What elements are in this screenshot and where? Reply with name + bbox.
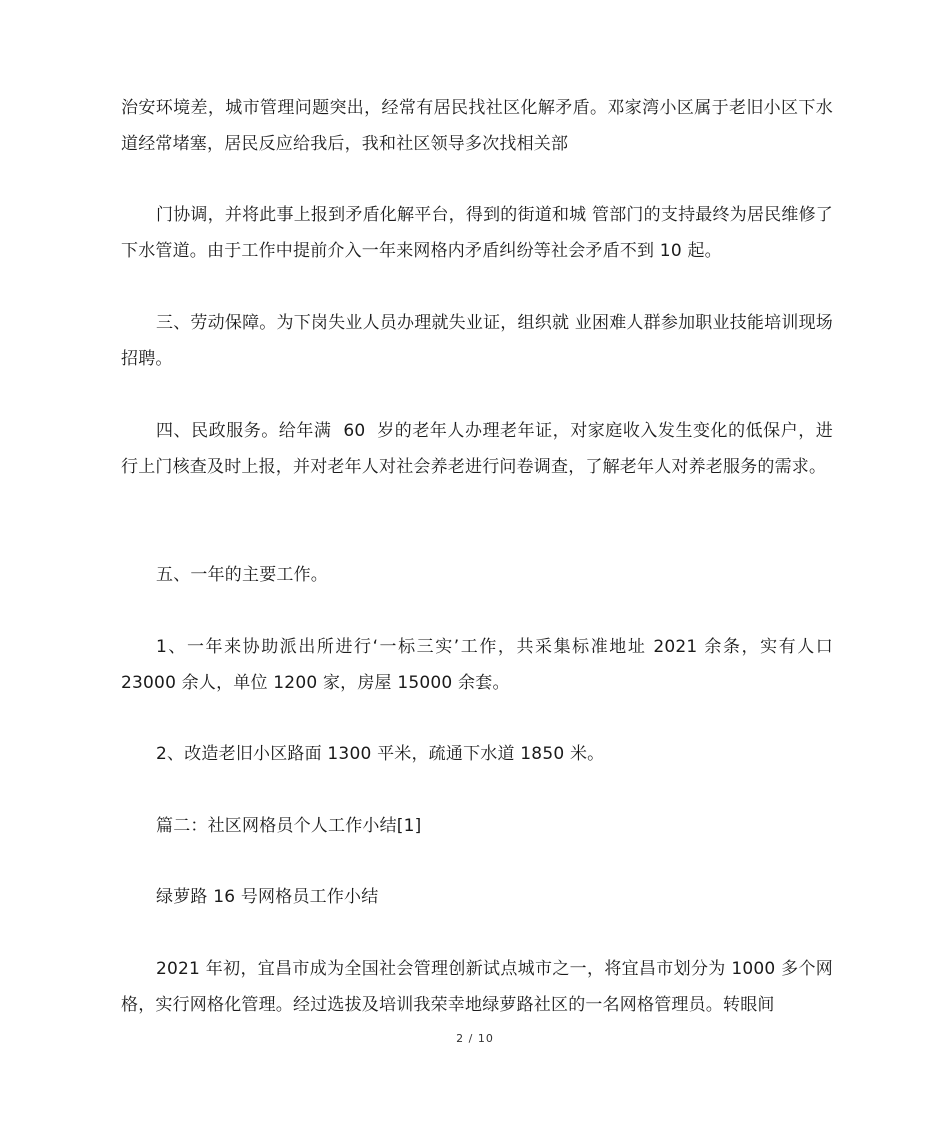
paragraph-2: 门协调，并将此事上报到矛盾化解平台，得到的街道和城 管部门的支持最终为居民维修了下水管道。由于工作中提前介入一年来网格内矛盾纠纷等社会矛盾不到 10 起。	[121, 205, 833, 261]
paragraph-8: 2021 年初，宜昌市成为全国社会管理创新试点城市之一，将宜昌市划分为 1000 多个网格，实行网格化管理。经过选拔及培训我荣幸地绿萝路社区的一名网格管理员。转眼间	[121, 959, 833, 1015]
paragraph-6: 1、一年来协助派出所进行‘一标三实’工作，共采集标准地址 2021 余条，实有人口 23000 余人，单位 1200 家，房屋 15000 余套。	[121, 637, 839, 693]
paragraph-1: 治安环境差，城市管理问题突出，经常有居民找社区化解矛盾。邓家湾小区属于老旧小区下水道经常堵塞，居民反应给我后，我和社区领导多次找相关部	[121, 98, 833, 154]
paragraph-3: 三、劳动保障。为下岗失业人员办理就失业证，组织就 业困难人群参加职业技能培训现场招聘。	[121, 313, 833, 369]
page-indicator: 2 / 10	[456, 1032, 494, 1045]
paragraph-5: 五、一年的主要工作。	[156, 565, 328, 585]
section-heading: 篇二：社区网格员个人工作小结[1]	[156, 816, 422, 836]
paragraph-7: 2、改造老旧小区路面 1300 平米，疏通下水道 1850 米。	[156, 744, 605, 764]
subtitle: 绿萝路 16 号网格员工作小结	[156, 887, 379, 907]
paragraph-4: 四、民政服务。给年满 60 岁的老年人办理老年证，对家庭收入发生变化的低保户，进行上门核查及时上报，并对老年人对社会养老进行问卷调查，了解老年人对养老服务的需求。	[121, 421, 833, 477]
